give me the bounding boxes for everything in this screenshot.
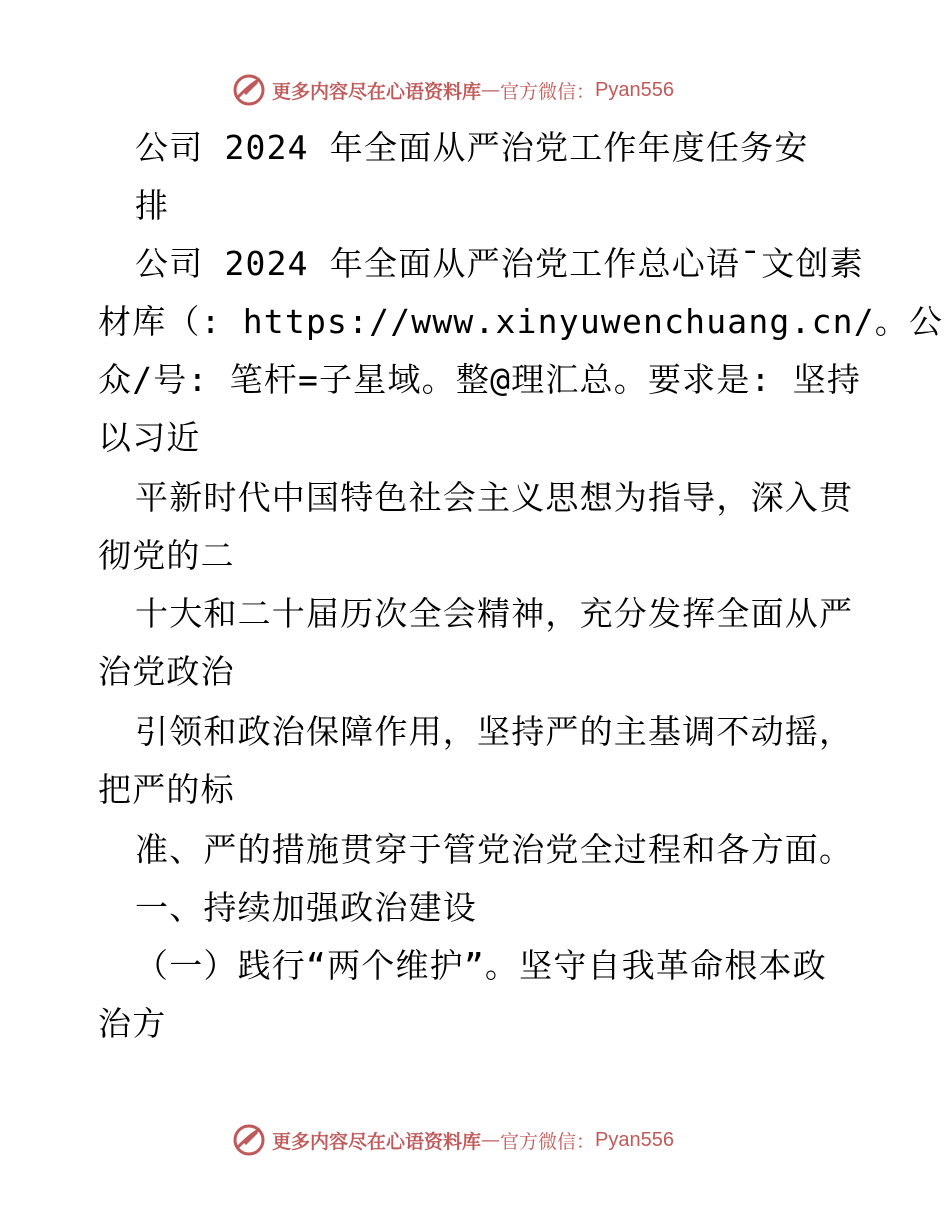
watermark-label: 官方微信： bbox=[500, 80, 596, 103]
text-line: 准、严的措施贯穿于管党治党全过程和各方面。 bbox=[135, 830, 854, 869]
text-line: 把严的标 bbox=[98, 770, 235, 809]
text-line: 众/号: 笔杆=子星域。整@理汇总。要求是: 坚持 bbox=[98, 360, 862, 399]
watermark-dash: — bbox=[481, 79, 501, 101]
text-line: 以习近 bbox=[98, 418, 201, 457]
watermark-id: Pyan556 bbox=[595, 1128, 674, 1151]
text-line: 公司 2024 年全面从严治党工作总心语¯文创素 bbox=[135, 244, 864, 283]
watermark-id: Pyan556 bbox=[595, 78, 674, 101]
pen-logo-icon bbox=[232, 73, 266, 107]
text-line: 彻党的二 bbox=[98, 536, 235, 575]
watermark-dash: — bbox=[481, 1129, 501, 1151]
text-line: 平新时代中国特色社会主义思想为指导，深入贯 bbox=[135, 478, 854, 517]
text-line: 治方 bbox=[98, 1004, 167, 1043]
section-heading: 一、持续加强政治建设 bbox=[135, 888, 477, 927]
text-line: 排 bbox=[135, 186, 170, 225]
text-line: 公司 2024 年全面从严治党工作年度任务安 bbox=[135, 128, 809, 167]
text-line: 十大和二十届历次全会精神，充分发挥全面从严 bbox=[135, 594, 854, 633]
watermark-text: 更多内容尽在心语资料库 bbox=[272, 80, 482, 103]
pen-logo-icon bbox=[232, 1123, 266, 1157]
text-line: 引领和政治保障作用，坚持严的主基调不动摇， bbox=[135, 712, 854, 751]
watermark-banner-bottom bbox=[232, 1120, 712, 1160]
text-line: （一）践行“两个维护”。坚守自我革命根本政 bbox=[135, 946, 827, 985]
watermark-text: 更多内容尽在心语资料库 bbox=[272, 1130, 482, 1153]
text-line: 材库（: https://www.xinyuwenchuang.cn/。公 bbox=[98, 302, 944, 341]
watermark-banner-top bbox=[232, 70, 712, 110]
text-line: 治党政治 bbox=[98, 652, 235, 691]
watermark-label: 官方微信： bbox=[500, 1130, 596, 1153]
